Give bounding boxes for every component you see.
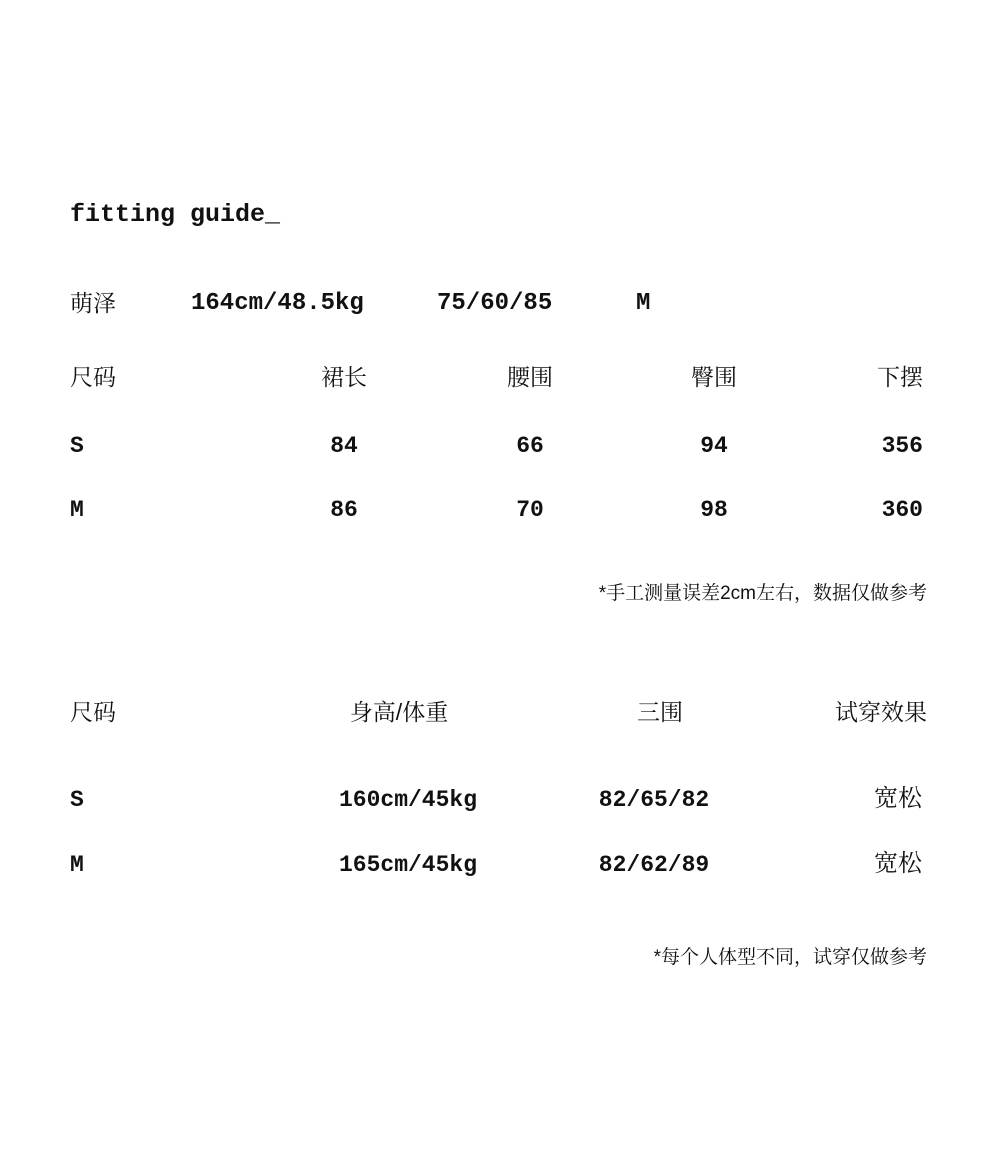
fit-table-note: *每个人体型不同，试穿仅做参考	[653, 947, 927, 968]
fit-row-s-size: S	[70, 787, 84, 813]
fit-row-m-size: M	[70, 852, 84, 878]
fit-header-size: 尺码	[70, 699, 116, 725]
model-measurements: 75/60/85	[437, 290, 553, 317]
size-header-size: 尺码	[70, 364, 116, 390]
fit-row-s-height-weight: 160cm/45kg	[338, 787, 478, 813]
size-row-m-hem: 360	[881, 497, 923, 523]
size-row-s-waist: 66	[516, 433, 544, 459]
size-row-m-waist: 70	[516, 497, 544, 523]
size-header-waist: 腰围	[507, 364, 553, 390]
fit-row-m-fit-effect: 宽松	[874, 850, 922, 877]
size-header-length: 裙长	[321, 364, 367, 390]
size-row-s-hip: 94	[700, 433, 728, 459]
fit-row-s-fit-effect: 宽松	[874, 785, 922, 812]
model-height-weight: 164cm/48.5kg	[191, 290, 364, 317]
size-row-s-size: S	[70, 433, 84, 459]
size-row-m-size: M	[70, 497, 84, 523]
size-row-s-length: 84	[330, 433, 358, 459]
size-row-m-length: 86	[330, 497, 358, 523]
page-title: fitting guide_	[70, 200, 281, 229]
model-size: M	[636, 290, 651, 317]
size-header-hem: 下摆	[877, 364, 923, 390]
size-table-note: *手工测量误差2cm左右，数据仅做参考	[598, 583, 927, 604]
fit-header-height-weight: 身高/体重	[349, 699, 449, 725]
fit-header-fit-effect: 试穿效果	[835, 699, 927, 725]
model-name: 萌泽	[70, 290, 116, 316]
size-header-hip: 臀围	[691, 364, 737, 390]
fit-header-measurements: 三围	[637, 699, 683, 725]
fit-row-m-height-weight: 165cm/45kg	[338, 852, 478, 878]
size-row-m-hip: 98	[700, 497, 728, 523]
size-row-s-hem: 356	[881, 433, 923, 459]
fit-row-s-measurements: 82/65/82	[598, 787, 710, 813]
fit-row-m-measurements: 82/62/89	[598, 852, 710, 878]
